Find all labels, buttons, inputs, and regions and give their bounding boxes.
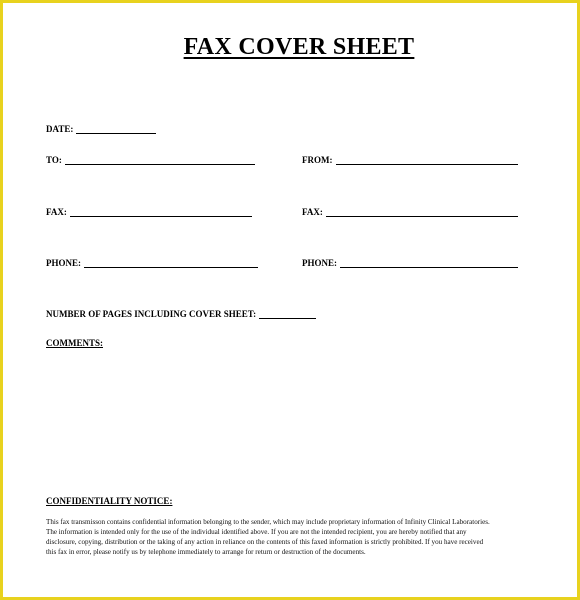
fax-blank-line-left[interactable] xyxy=(70,208,252,217)
from-field xyxy=(302,153,518,165)
phone-field-left xyxy=(46,256,258,268)
page-title xyxy=(3,34,580,61)
notice-line: This fax transmisson contains confidential information belonging to the sender, which may include proprietary information of Infinity Clinical Laboratories. xyxy=(46,518,490,526)
to-label: TO: xyxy=(46,155,62,165)
notice-line: The information is intended only for the use of the individual identified above. If you are not the intended recipient, you are hereby notified that any xyxy=(46,528,467,536)
fax-blank-line-right[interactable] xyxy=(326,208,518,217)
comments-area[interactable] xyxy=(46,353,546,483)
phone-label-left: PHONE: xyxy=(46,258,81,268)
notice-line: disclosure, copying, distribution or the taking of any action in reliance on the contents of this faxed information is strictly prohibited. If you have received xyxy=(46,538,484,546)
comments-label: COMMENTS: xyxy=(46,338,103,348)
from-blank-line[interactable] xyxy=(336,156,518,165)
phone-field-right xyxy=(302,256,518,268)
date-label: DATE: xyxy=(46,124,74,134)
from-label: FROM: xyxy=(302,155,333,165)
comments-heading xyxy=(46,338,103,348)
to-field xyxy=(46,153,255,165)
fax-field-right xyxy=(302,205,518,217)
confidentiality-notice xyxy=(46,517,556,557)
fax-field-left xyxy=(46,205,252,217)
phone-label-right: PHONE: xyxy=(302,258,337,268)
confidentiality-heading xyxy=(46,496,172,506)
date-field xyxy=(46,122,156,134)
confidentiality-heading-text: CONFIDENTIALITY NOTICE: xyxy=(46,496,173,506)
phone-blank-line-right[interactable] xyxy=(340,259,518,268)
phone-blank-line-left[interactable] xyxy=(84,259,258,268)
fax-label-right: FAX: xyxy=(302,207,323,217)
notice-line: this fax in error, please notify us by telephone immediately to arrange for return or destruction of the documents. xyxy=(46,548,366,556)
title-text: FAX COVER SHEET xyxy=(183,34,415,60)
fax-label-left: FAX: xyxy=(46,207,67,217)
page-count-label: NUMBER OF PAGES INCLUDING COVER SHEET: xyxy=(46,309,257,319)
to-blank-line[interactable] xyxy=(65,156,255,165)
page-count-blank-line[interactable] xyxy=(259,310,316,319)
page-count-field xyxy=(46,307,316,319)
date-blank-line[interactable] xyxy=(76,125,156,134)
